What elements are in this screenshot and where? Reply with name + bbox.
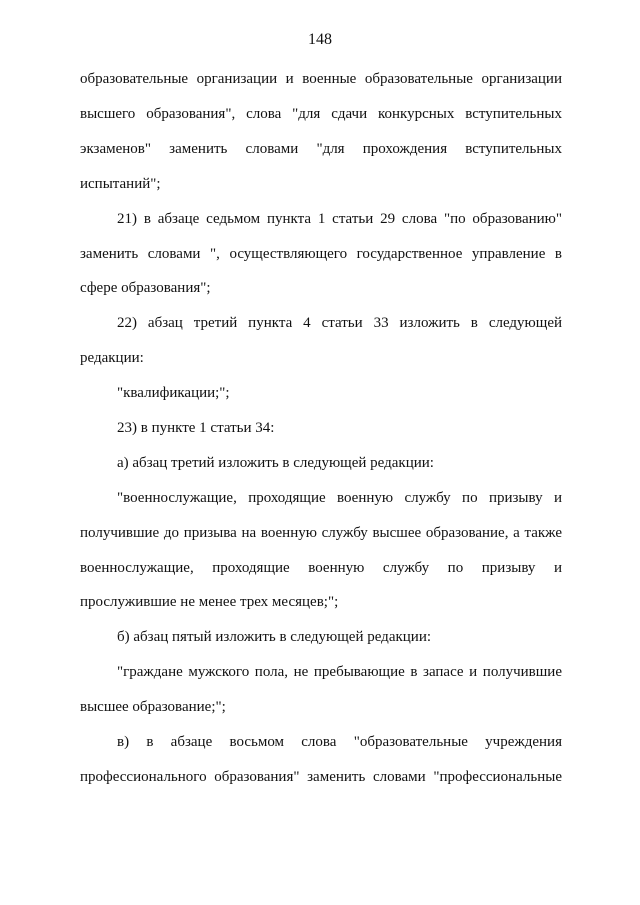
text-line: прослужившие не менее трех месяцев;"; <box>80 594 339 610</box>
page-number: 148 <box>308 31 332 48</box>
text-line: профессионального образования" заменить словами "профессиональные <box>80 769 562 785</box>
text-line: 21) в абзаце седьмом пункта 1 статьи 29 слова "по образованию" <box>117 211 562 227</box>
text-line: испытаний"; <box>80 176 161 192</box>
text-line: высшее образование;"; <box>80 699 226 715</box>
text-line: экзаменов" заменить словами "для прохождения вступительных <box>80 141 562 157</box>
text-line: военнослужащие, проходящие военную службу по призыву и <box>80 560 562 576</box>
text-line: получившие до призыва на военную службу высшее образование, а также <box>80 525 562 541</box>
text-line: образовательные организации и военные образовательные организации <box>80 71 562 87</box>
text-line: "военнослужащие, проходящие военную службу по призыву и <box>117 490 562 506</box>
text-line: заменить словами ", осуществляющего государственное управление в <box>80 246 562 262</box>
text-line: "квалификации;"; <box>117 385 230 401</box>
text-line: редакции: <box>80 350 144 366</box>
text-line: в) в абзаце восьмом слова "образовательные учреждения <box>117 734 562 750</box>
text-line: высшего образования", слова "для сдачи конкурсных вступительных <box>80 106 562 122</box>
text-line: "граждане мужского пола, не пребывающие в запасе и получившие <box>117 664 562 680</box>
text-line: 22) абзац третий пункта 4 статьи 33 изложить в следующей <box>117 315 562 331</box>
text-line: сфере образования"; <box>80 280 211 296</box>
text-line: б) абзац пятый изложить в следующей редакции: <box>117 629 432 645</box>
text-line: а) абзац третий изложить в следующей редакции: <box>117 455 434 471</box>
text-line: 23) в пункте 1 статьи 34: <box>117 420 275 436</box>
